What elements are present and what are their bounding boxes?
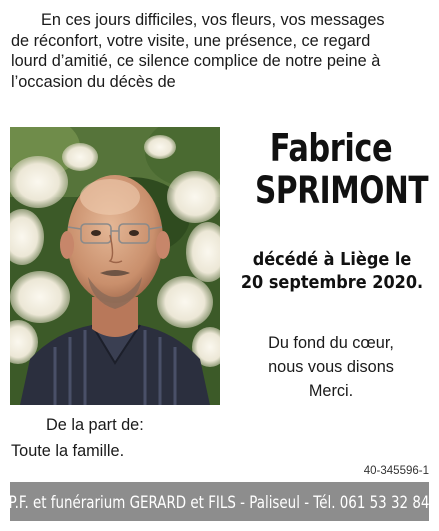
deceased-last-name: SPRIMONT [255, 169, 429, 212]
intro-line: lourd d’amitié, ce silence complice de notre peine à [11, 52, 381, 70]
thanks-line: Merci. [308, 382, 354, 400]
intro-line: l’occasion du décès de [11, 72, 176, 91]
thanks-line: Du fond du cœur, [268, 334, 394, 352]
portrait-photo [10, 127, 220, 405]
deceased-first-name: Fabrice [269, 126, 393, 170]
death-date-line: 20 septembre 2020. [240, 273, 424, 293]
family-signature: Toute la famille. [11, 442, 125, 460]
intro-text [11, 10, 429, 92]
from-label: De la part de: [46, 416, 144, 434]
funeral-home-footer [10, 482, 429, 521]
reference-number: 40-345596-1 [363, 465, 429, 477]
thanks-line: nous vous disons [268, 358, 394, 376]
intro-line: En ces jours difficiles, vos fleurs, vos messages [41, 11, 385, 29]
footer-text: P.F. et funérarium GERARD et FILS - Paliseul - Tél. 061 53 32 84 [9, 491, 430, 512]
death-place-line: décédé à Liège le [252, 250, 412, 270]
intro-line: de réconfort, votre visite, une présence, ce regard [11, 31, 371, 50]
